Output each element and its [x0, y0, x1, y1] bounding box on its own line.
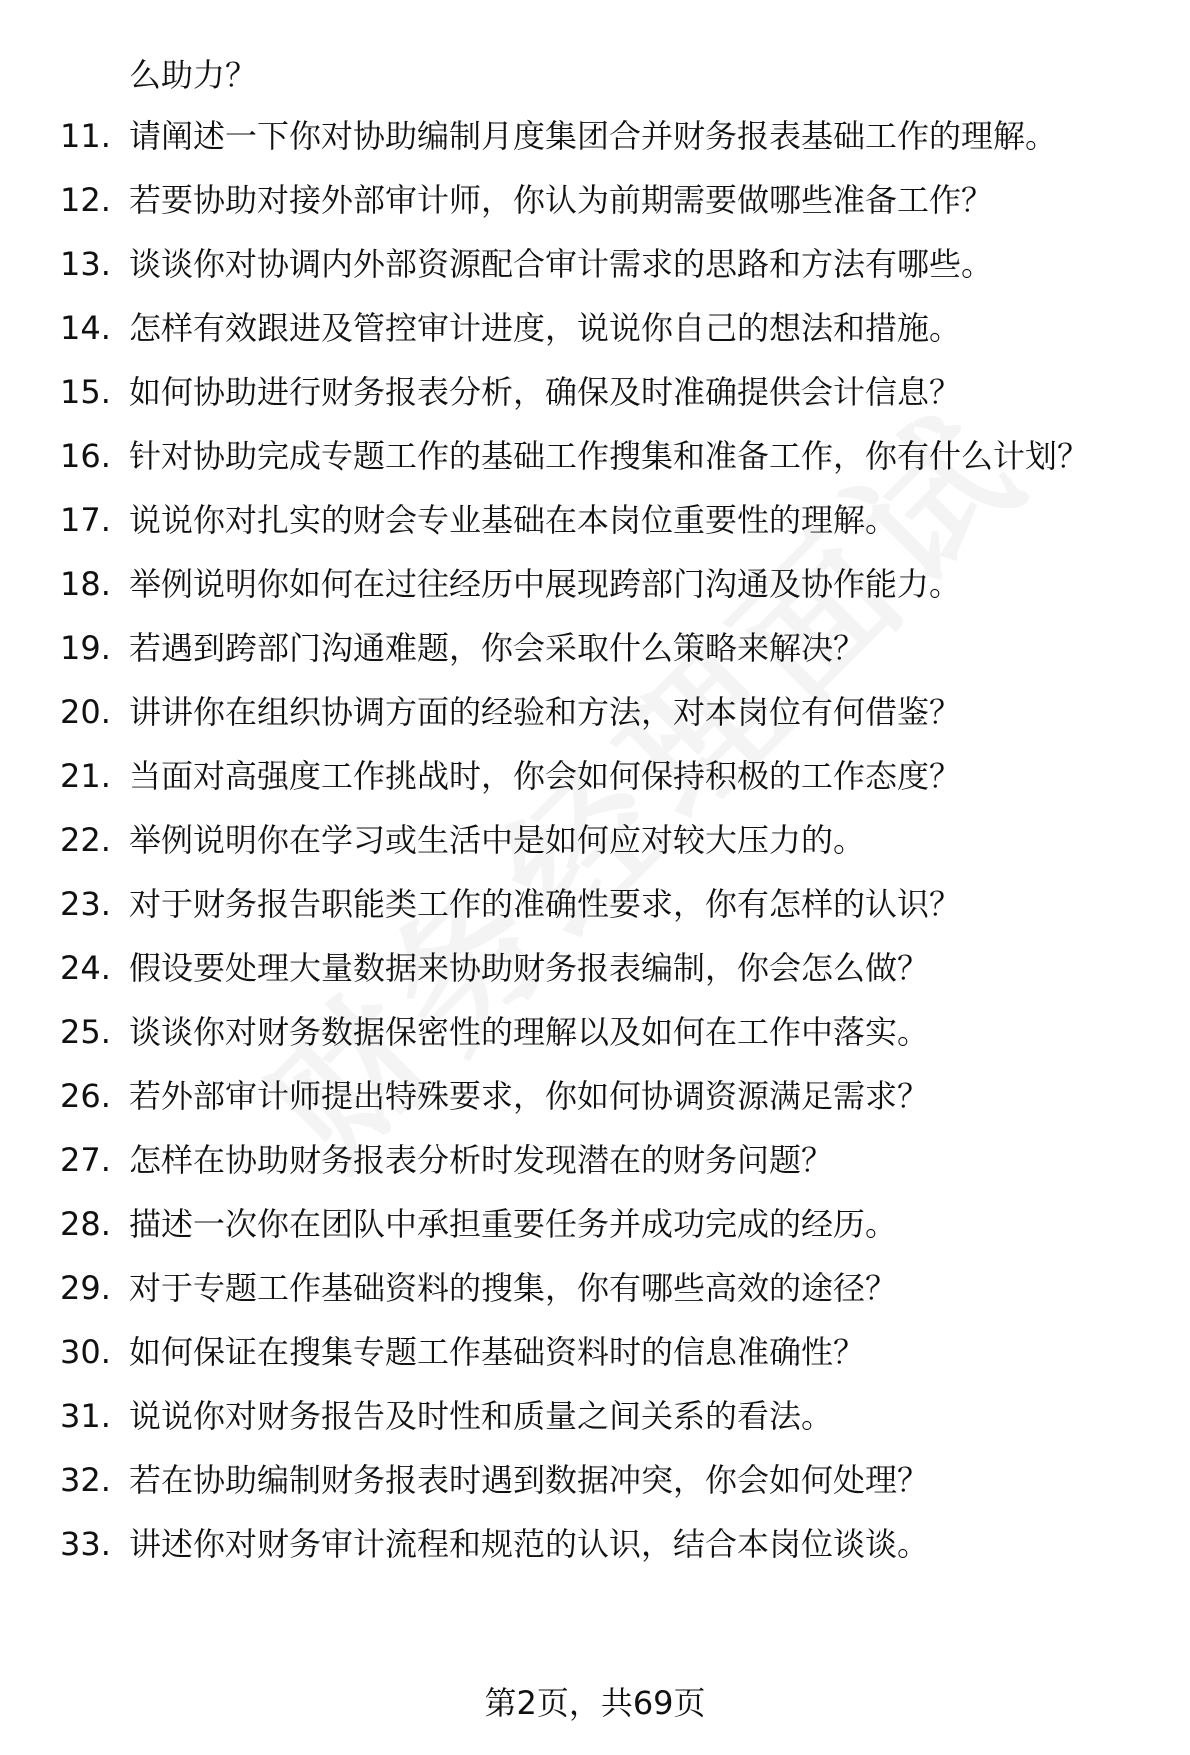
question-text: 假设要处理大量数据来协助财务报表编制，你会怎么做？: [129, 949, 930, 987]
list-item: [0, 625, 1190, 671]
question-number: 31.: [60, 1397, 111, 1435]
question-text: 当面对高强度工作挑战时，你会如何保持积极的工作态度？: [129, 757, 962, 795]
question-text: 请阐述一下你对协助编制月度集团合并财务报表基础工作的理解。: [129, 117, 1058, 155]
list-item: [0, 241, 1190, 287]
list-item: [0, 1393, 1190, 1439]
list-item: [0, 945, 1190, 991]
question-text: 怎样在协助财务报表分析时发现潜在的财务问题？: [129, 1141, 834, 1179]
list-item: [0, 689, 1190, 735]
question-text: 针对协助完成专题工作的基础工作搜集和准备工作，你有什么计划？: [129, 437, 1090, 475]
question-number: 22.: [60, 821, 111, 859]
question-list: [0, 113, 1190, 1585]
question-number: 26.: [60, 1077, 111, 1115]
question-number: 17.: [60, 501, 111, 539]
list-item: [0, 177, 1190, 223]
question-number: 11.: [60, 117, 111, 155]
question-text: 谈谈你对财务数据保密性的理解以及如何在工作中落实。: [129, 1013, 930, 1051]
question-text: 对于财务报告职能类工作的准确性要求，你有怎样的认识？: [129, 885, 962, 923]
question-number: 12.: [60, 181, 111, 219]
question-number: 29.: [60, 1269, 111, 1307]
question-number: 13.: [60, 245, 111, 283]
continued-text: 么助力？: [129, 56, 258, 94]
question-number: 24.: [60, 949, 111, 987]
question-text: 若要协助对接外部审计师，你认为前期需要做哪些准备工作？: [129, 181, 994, 219]
list-item: [0, 561, 1190, 607]
list-item: [0, 881, 1190, 927]
list-item: [0, 1201, 1190, 1247]
question-text: 如何保证在搜集专题工作基础资料时的信息准确性？: [129, 1333, 866, 1371]
question-text: 举例说明你在学习或生活中是如何应对较大压力的。: [129, 821, 866, 859]
list-item: [0, 1457, 1190, 1503]
question-text: 举例说明你如何在过往经历中展现跨部门沟通及协作能力。: [129, 565, 962, 603]
question-number: 23.: [60, 885, 111, 923]
question-text: 讲讲你在组织协调方面的经验和方法，对本岗位有何借鉴？: [129, 693, 962, 731]
list-item: [0, 497, 1190, 543]
question-number: 27.: [60, 1141, 111, 1179]
page-number-footer: 第2页，共69页: [484, 1684, 706, 1722]
list-item: [0, 305, 1190, 351]
question-number: 25.: [60, 1013, 111, 1051]
list-item: [0, 1073, 1190, 1119]
question-text: 讲述你对财务审计流程和规范的认识，结合本岗位谈谈。: [129, 1525, 930, 1563]
question-number: 32.: [60, 1461, 111, 1499]
question-text: 说说你对扎实的财会专业基础在本岗位重要性的理解。: [129, 501, 898, 539]
list-item: [0, 1329, 1190, 1375]
list-item: [0, 433, 1190, 479]
list-item: [0, 369, 1190, 415]
list-item: [0, 113, 1190, 159]
question-number: 16.: [60, 437, 111, 475]
list-item: [0, 753, 1190, 799]
list-item: [0, 1265, 1190, 1311]
question-number: 33.: [60, 1525, 111, 1563]
question-number: 28.: [60, 1205, 111, 1243]
question-number: 19.: [60, 629, 111, 667]
question-number: 18.: [60, 565, 111, 603]
question-text: 怎样有效跟进及管控审计进度，说说你自己的想法和措施。: [129, 309, 962, 347]
question-text: 描述一次你在团队中承担重要任务并成功完成的经历。: [129, 1205, 898, 1243]
question-text: 谈谈你对协调内外部资源配合审计需求的思路和方法有哪些。: [129, 245, 994, 283]
question-number: 15.: [60, 373, 111, 411]
question-text: 说说你对财务报告及时性和质量之间关系的看法。: [129, 1397, 834, 1435]
question-text: 若外部审计师提出特殊要求，你如何协调资源满足需求？: [129, 1077, 930, 1115]
question-number: 20.: [60, 693, 111, 731]
question-text: 若在协助编制财务报表时遇到数据冲突，你会如何处理？: [129, 1461, 930, 1499]
question-number: 21.: [60, 757, 111, 795]
question-text: 若遇到跨部门沟通难题，你会采取什么策略来解决？: [129, 629, 866, 667]
question-text: 对于专题工作基础资料的搜集，你有哪些高效的途径？: [129, 1269, 898, 1307]
list-item: [0, 817, 1190, 863]
question-number: 30.: [60, 1333, 111, 1371]
question-number: 14.: [60, 309, 111, 347]
list-item: [0, 1137, 1190, 1183]
question-text: 如何协助进行财务报表分析，确保及时准确提供会计信息？: [129, 373, 962, 411]
list-item: [0, 1521, 1190, 1567]
list-item: [0, 1009, 1190, 1055]
